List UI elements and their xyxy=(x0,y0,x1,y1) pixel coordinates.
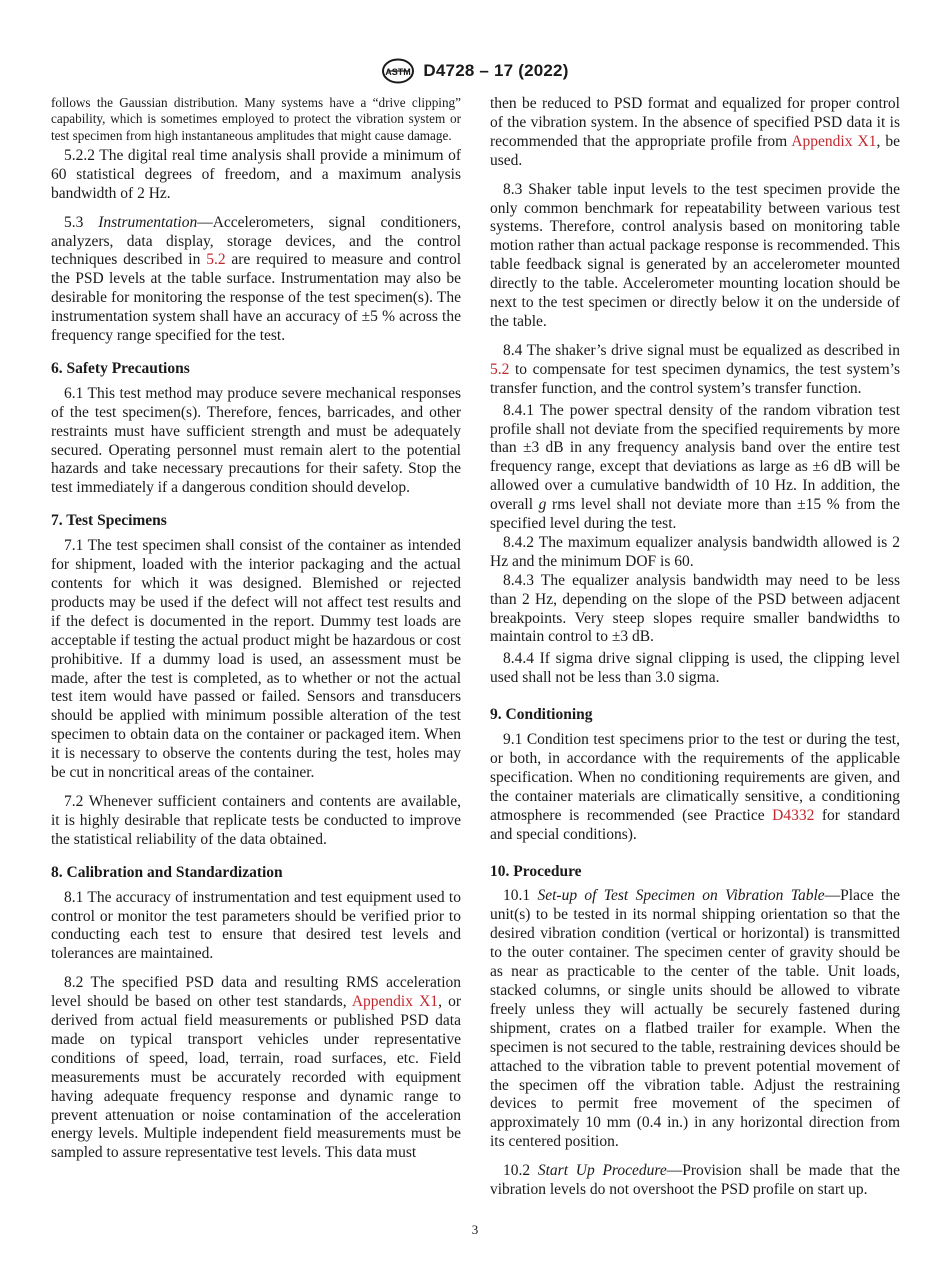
text-run: then be reduced to PSD format and equalized for proper control of the vibration system. In the absence of specified PSD data it is recommended that the appropriate profile from xyxy=(490,95,900,150)
paragraph-8-3: 8.3 Shaker table input levels to the test specimen provide the only common benchmark for repeatability between various test systems. Therefore, control analysis based on monitoring table motion rather than actual package response is recommended. This table feedback signal is generated by an accelerometer mounted directly to the table. Accelerometer mounting location should be next to the test specimen or directly below it on the underside of the table. xyxy=(490,180,900,330)
paragraph-8-4-4: 8.4.4 If sigma drive signal clipping is used, the clipping level used shall not be less than 3.0 sigma. xyxy=(490,650,900,687)
heading-calibration: 8. Calibration and Standardization xyxy=(51,863,283,881)
paragraph-5-3 xyxy=(51,214,461,346)
paragraph-8-4 xyxy=(490,342,900,399)
link-practice-d4332[interactable]: D4332 xyxy=(772,806,815,824)
text-run: rms level shall not deviate more than ±15 % from the specified level during the test. xyxy=(490,496,900,533)
term-instrumentation: Instrumentation xyxy=(98,213,198,231)
right-column xyxy=(490,95,900,1200)
paragraph-note-continued: follows the Gaussian distribution. Many systems have a “drive clipping” capability, which is sometimes employed to protect the vibration system or test specimen from high instantaneous amplitudes that might cause damage. xyxy=(51,95,461,143)
paragraph-10-1 xyxy=(490,887,900,1152)
link-appendix-x1[interactable]: Appendix X1 xyxy=(791,132,877,150)
text-run: 10.2 xyxy=(503,1162,538,1180)
text-run: 5.3 xyxy=(64,213,99,231)
text-run: 8.2 The specified PSD data and resulting RMS acceleration level should be based on other test standards, xyxy=(51,974,461,1011)
paragraph-7-1: 7.1 The test specimen shall consist of the container as intended for shipment, loaded with the interior packaging and the actual contents for which it was designed. Blemished or rejected products may be used if the defect will not affect test results and if the defect is documented in the report. Dummy test loads are acceptable if testing the actual product might be hazardous or cost prohibitive. If a dummy load is used, an assessment must be made, after the test is completed, as to whether or not the actual test item would have passed or failed. Sensors and transducers should be applied with minimum possible alteration of the test specimen to obtain data on the container or packaged item. When it is necessary to observe the contents during the test, holes may be cut in noncritical areas of the container. xyxy=(51,537,461,782)
svg-text:ASTM: ASTM xyxy=(385,67,412,77)
paragraph-8-2 xyxy=(51,974,461,1163)
paragraph-8-4-3: 8.4.3 The equalizer analysis bandwidth may need to be less than 2 Hz, depending on the slope of the PSD between adjacent breakpoints. Very steep slopes require smaller bandwidths to maintain control to ±3 dB. xyxy=(490,571,900,646)
paragraph-10-2 xyxy=(490,1162,900,1200)
link-section-5-2[interactable]: 5.2 xyxy=(490,360,510,378)
heading-safety-precautions: 6. Safety Precautions xyxy=(51,359,190,377)
text-run: 9.1 Condition test specimens prior to the test or during the test, or both, in accordance with the requirements of the applicable specification. When no conditioning requirements are given, and the container materials are climatically sensitive, a conditioning atmosphere is recommended (see Practice xyxy=(490,731,900,824)
standard-designation: D4728 – 17 (2022) xyxy=(423,61,569,80)
text-run: for standard and special conditions). xyxy=(490,806,900,843)
text-run: are required to measure and control the PSD levels at the table surface. Instrumentation may also be desirable for monitoring the response of the test specimen(s). The instrumentation system shall have an accuracy of ±5 % across the frequency range specified for the test. xyxy=(51,251,461,345)
text-run: , or derived from actual field measurements or published PSD data made on typical transport vehicles under representative conditions of speed, load, terrain, road surfaces, etc. Field measurements must be accurately recorded with equipment having adequate frequency response and dynamic range to prevent attenuation or noise contamination of the acceleration energy levels. Multiple independent field measurements must be sampled to assure representative test levels. This data must xyxy=(51,993,461,1162)
text-run: 8.4.1 The power spectral density of the random vibration test profile shall not deviate from the specified requirements by more than ±3 dB in any frequency analysis band over the entire test frequency range, except that deviations as large as ±6 dB will be allowed over a cumulative bandwidth of 10 Hz. In addition, the overall xyxy=(490,401,900,514)
paragraph-5-2-2: 5.2.2 The digital real time analysis shall provide a minimum of 60 statistical degrees of freedom, and a maximum analysis bandwidth of 2 Hz. xyxy=(51,146,461,202)
link-section-5-2[interactable]: 5.2 xyxy=(206,251,226,269)
paragraph-8-4-2: 8.4.2 The maximum equalizer analysis bandwidth allowed is 2 Hz and the minimum DOF is 60. xyxy=(490,533,900,570)
term-setup: Set-up of Test Specimen on Vibration Table xyxy=(537,887,825,905)
paragraph-8-2-continued xyxy=(490,95,900,171)
heading-conditioning: 9. Conditioning xyxy=(490,706,593,724)
paragraph-7-2: 7.2 Whenever sufficient containers and contents are available, it is highly desirable that replicate tests be conducted to improve the statistical reliability of the data obtained. xyxy=(51,792,461,848)
term-g: g xyxy=(538,496,547,514)
paragraph-9-1 xyxy=(490,731,900,844)
link-appendix-x1[interactable]: Appendix X1 xyxy=(351,993,439,1011)
text-run: 8.4 The shaker’s drive signal must be equalized as described in xyxy=(503,341,900,359)
text-run: , be used. xyxy=(490,132,900,169)
text-run: to compensate for test specimen dynamics, the test system’s transfer function, and the control system’s transfer function. xyxy=(490,360,900,397)
astm-logo-icon xyxy=(381,58,415,84)
term-start-up: Start Up Procedure xyxy=(537,1162,667,1180)
paragraph-8-1: 8.1 The accuracy of instrumentation and test equipment used to control or monitor the test parameters should be verified prior to conducting each test to ensure that desired test levels and tolerances are maintained. xyxy=(51,888,461,963)
page-header xyxy=(0,58,950,84)
text-run: —Place the unit(s) to be tested in its normal shipping orientation so that the desired vibration condition (vertical or horizontal) is transmitted to the outer container. The specimen center of gravity should be as near as practicable to the center of the table. Unit loads, stacked columns, or single units should be allowed to vibrate freely unless they will actually be securely fastened during shipment, crates on a flatbed trailer for example. When the specimen is not secured to the table, restraining devices should be attached to the vibration table to prevent potential movement of the specimen off the vibration table. Adjust the restraining devices to permit free movement of the specimen of approximately 10 mm (0.4 in.) in any horizontal direction from its centered position. xyxy=(490,887,900,1151)
paragraph-6-1: 6.1 This test method may produce severe mechanical responses of the test specimen(s). Therefore, fences, barricades, and other restraints must have sufficient strength and must be adequately secured. Operating personnel must remain alert to the potential hazards and take necessary precautions for their safety. Stop the test immediately if a dangerous condition should develop. xyxy=(51,384,461,497)
text-run: —Accelerometers, signal conditioners, analyzers, data display, storage devices, and the control techniques described in xyxy=(51,213,461,269)
paragraph-8-4-1 xyxy=(490,402,900,534)
left-column xyxy=(51,95,461,1163)
heading-procedure: 10. Procedure xyxy=(490,862,582,880)
text-run: —Provision shall be made that the vibration levels do not overshoot the PSD profile on start up. xyxy=(490,1162,901,1199)
text-run: 10.1 xyxy=(503,887,538,905)
heading-test-specimens: 7. Test Specimens xyxy=(51,512,167,530)
page-number: 3 xyxy=(471,1222,479,1237)
